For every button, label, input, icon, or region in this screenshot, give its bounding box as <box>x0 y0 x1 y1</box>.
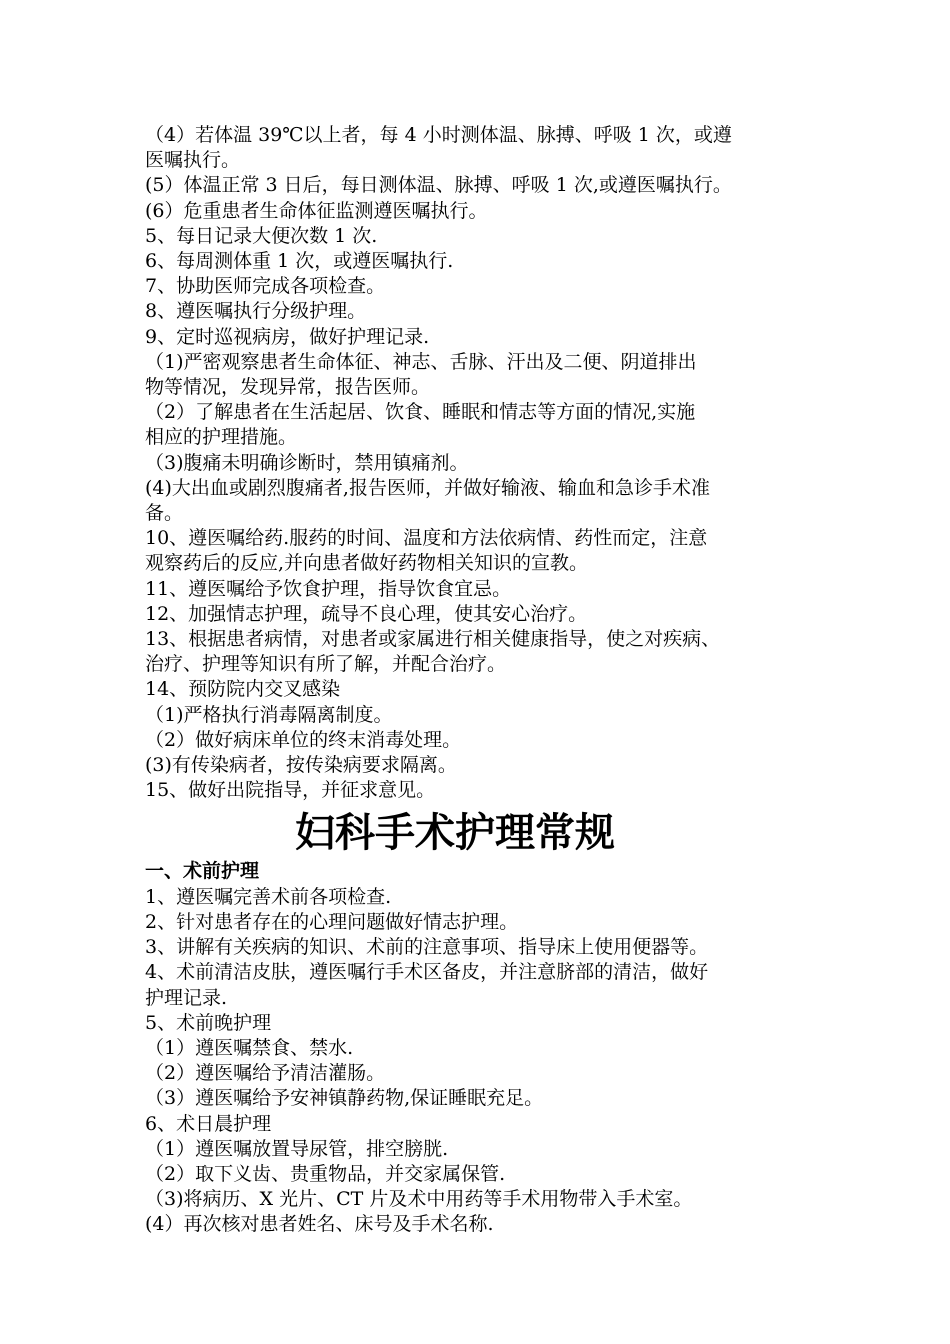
text-line: 护理记录. <box>145 986 228 1009</box>
text-line: （2）遵医嘱给予清洁灌肠。 <box>145 1062 386 1085</box>
text-line: 物等情况，发现异常，报告医师。 <box>145 376 431 399</box>
text-line: 11、遵医嘱给予饮食护理，指导饮食宜忌。 <box>145 577 512 600</box>
text-line: （4）若体温 39℃以上者，每 4 小时测体温、脉搏、呼吸 1 次，或遵 <box>145 124 732 146</box>
text-line: (3)有传染病者，按传染病要求隔离。 <box>145 754 457 777</box>
text-line: 12、加强情志护理，疏导不良心理，使其安心治疗。 <box>145 602 588 625</box>
text-line: （3）遵医嘱给予安神镇静药物,保证睡眠充足。 <box>145 1087 544 1110</box>
text-line: 1、遵医嘱完善术前各项检查. <box>145 885 392 908</box>
text-line: （2）了解患者在生活起居、饮食、睡眠和情志等方面的情况,实施 <box>145 401 696 424</box>
text-line: （1）遵医嘱放置导尿管，排空膀胱. <box>145 1137 449 1160</box>
text-line: 4、术前清洁皮肤，遵医嘱行手术区备皮，并注意脐部的清洁，做好 <box>145 961 709 984</box>
text-line: 6、每周测体重 1 次，或遵医嘱执行. <box>145 250 454 273</box>
text-line: 2、针对患者存在的心理问题做好情志护理。 <box>145 910 519 933</box>
text-line: （3)将病历、X 光片、CT 片及术中用药等手术用物带入手术室。 <box>145 1188 693 1211</box>
text-line: （2）做好病床单位的终末消毒处理。 <box>145 728 462 751</box>
text-line: 观察药后的反应,并向患者做好药物相关知识的宣教。 <box>145 552 589 575</box>
text-line: （1)严格执行消毒隔离制度。 <box>145 703 393 726</box>
text-line: 8、遵医嘱执行分级护理。 <box>145 300 367 323</box>
text-line: （1)严密观察患者生命体征、神志、舌脉、汗出及二便、阴道排出 <box>145 350 697 373</box>
text-line: 5、每日记录大便次数 1 次. <box>145 224 378 247</box>
text-line: 6、术日晨护理 <box>145 1112 272 1135</box>
text-line: 备。 <box>145 502 184 525</box>
text-line: （1）遵医嘱禁食、禁水. <box>145 1036 354 1059</box>
text-line: (4)大出血或剧烈腹痛者,报告医师，并做好输液、输血和急诊手术准 <box>145 476 710 499</box>
text-block-upper <box>145 123 835 803</box>
text-line: 5、术前晚护理 <box>145 1011 272 1034</box>
section-heading: 一、术前护理 <box>145 860 260 883</box>
text-line: 13、根据患者病情，对患者或家属进行相关健康指导，使之对疾病、 <box>145 628 721 651</box>
text-line: (4）再次核对患者姓名、床号及手术名称. <box>145 1213 494 1236</box>
text-block-lower <box>145 885 835 1238</box>
text-line: (6）危重患者生命体征监测遵医嘱执行。 <box>145 199 488 222</box>
text-line: （2）取下义齿、贵重物品，并交家属保管. <box>145 1162 506 1185</box>
text-line: （3)腹痛未明确诊断时，禁用镇痛剂。 <box>145 451 469 474</box>
text-line: 14、预防院内交叉感染 <box>145 678 341 701</box>
text-line: (5）体温正常 3 日后，每日测体温、脉搏、呼吸 1 次,或遵医嘱执行。 <box>145 174 732 197</box>
text-line: 3、讲解有关疾病的知识、术前的注意事项、指导床上使用便器等。 <box>145 936 709 959</box>
text-line: 7、协助医师完成各项检查。 <box>145 275 386 298</box>
document-title: 妇科手术护理常规 <box>295 810 615 857</box>
text-line: 15、做好出院指导，并征求意见。 <box>145 779 436 802</box>
text-line: 治疗、护理等知识有所了解，并配合治疗。 <box>145 653 507 676</box>
text-line: 9、定时巡视病房，做好护理记录. <box>145 325 430 348</box>
text-line: 相应的护理措施。 <box>145 426 298 449</box>
document-body <box>145 123 835 1238</box>
text-line: 医嘱执行。 <box>145 149 241 172</box>
text-line: 10、遵医嘱给药.服药的时间、温度和方法依病情、药性而定，注意 <box>145 527 708 550</box>
